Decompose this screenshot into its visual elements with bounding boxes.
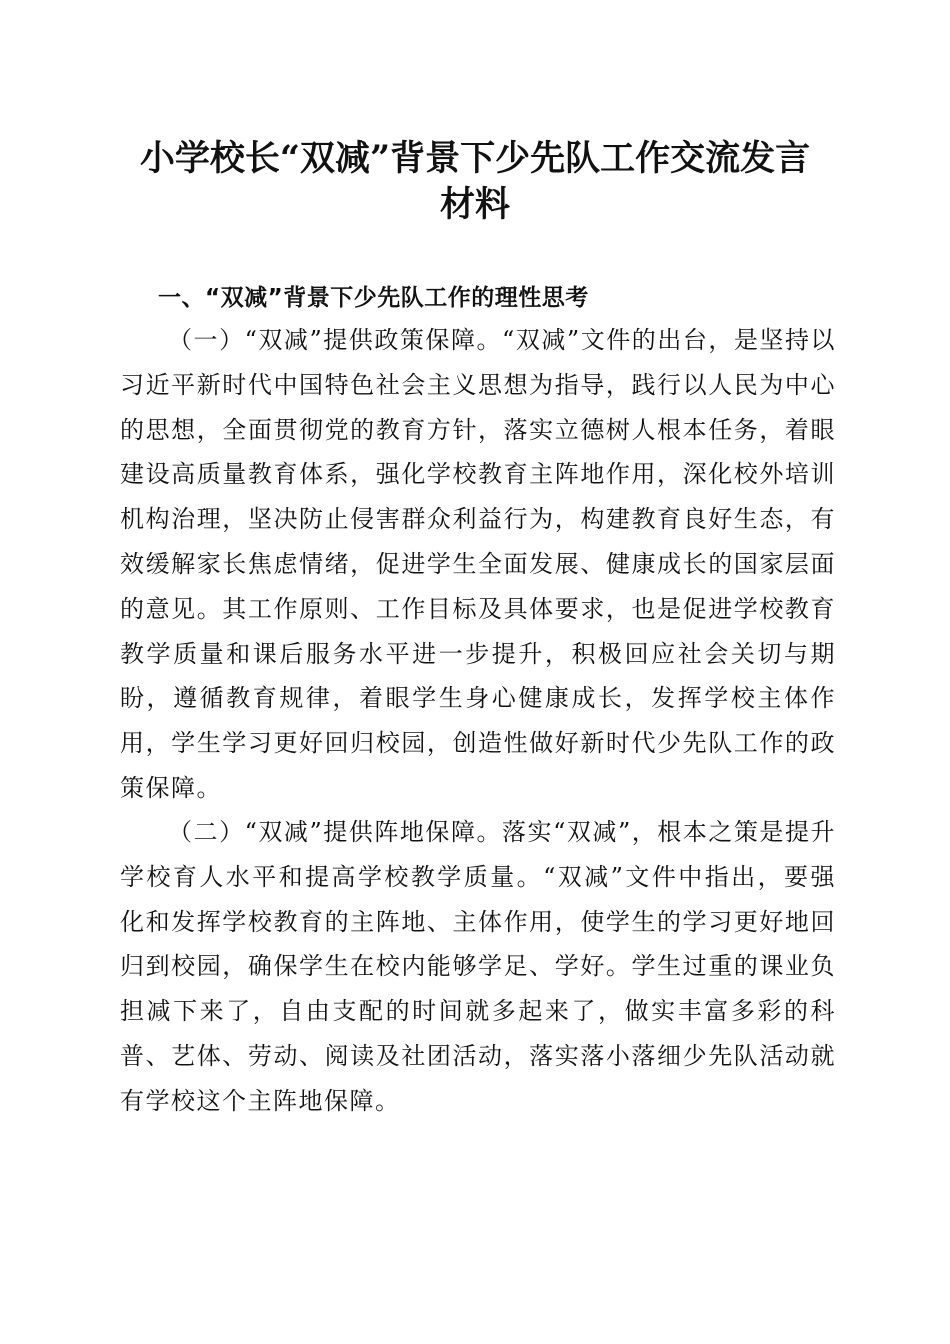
paragraph-1-text [120,318,836,811]
document-title [110,136,840,228]
paragraph-2-lead: （二）“双减”提供阵地保障。 [168,818,503,846]
paragraph-1-body: “双减”文件的出台，是坚持以习近平新时代中国特色社会主义思想为指导，践行以人民为中心的思想，全面贯彻党的教育方针，落实立德树人根本任务，着眼建设高质量教育体系，强化学校教育主阵地作用，深化校外培训机构治理，坚决防止侵害群众利益行为，构建教育良好生态，有效缓解家长焦虑情绪，促进学生全面发展、健康成长的国家层面的意见。其工作原则、工作目标及具体要求，也是促进学校教育教学质量和课后服务水平进一步提升，积极回应社会关切与期盼，遵循教育规律，着眼学生身心健康成长，发挥学校主体作用，学生学习更好回归校园，创造性做好新时代少先队工作的政策保障。 [120,326,836,802]
section-heading-1: 一、“双减”背景下少先队工作的理性思考 [158,285,589,311]
paragraph-1-lead: （一）“双减”提供政策保障。 [168,326,503,354]
paragraph-2-text [120,810,836,1124]
document-title-line-2: 材料 [439,184,510,225]
paragraph-policy-guarantee [120,318,836,811]
document-title-line-1: 小学校长“双减”背景下少先队工作交流发言 [139,138,811,179]
paragraph-position-guarantee [120,810,836,1124]
paragraph-2-body: 落实“双减”，根本之策是提升学校育人水平和提高学校教学质量。“双减”文件中指出，要强化和发挥学校教育的主阵地、主体作用，使学生的学习更好地回归到校园，确保学生在校内能够学足、学好。学生过重的课业负担减下来了，自由支配的时间就多起来了，做实丰富多彩的科普、艺体、劳动、阅读及社团活动，落实落小落细少先队活动就有学校这个主阵地保障。 [120,818,836,1115]
